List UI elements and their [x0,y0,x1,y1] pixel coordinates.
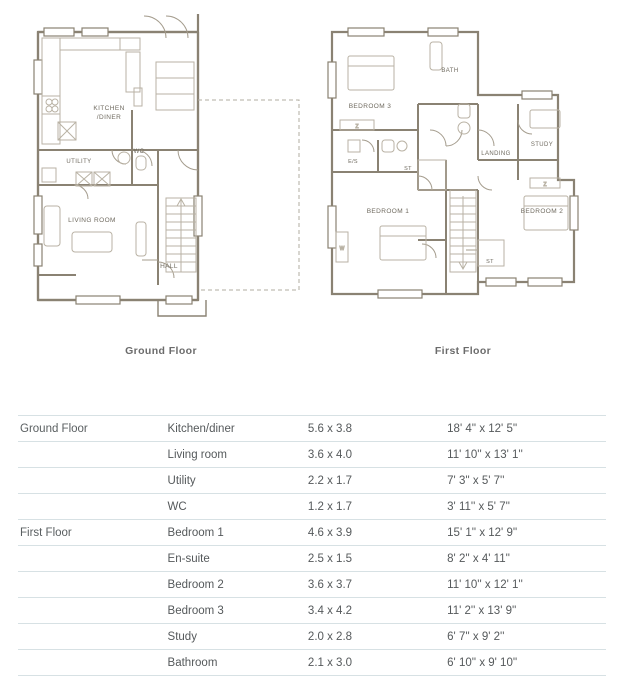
table-row [18,520,606,546]
ground-floor-svg [16,0,306,330]
room-imperial: 7' 3'' x 5' 7'' [447,468,606,494]
bedroom2-fixtures [524,178,568,230]
first-floor-svg [318,0,608,330]
room-name: Bathroom [168,650,308,676]
room-imperial: 15' 1'' x 12' 9'' [447,520,606,546]
label-z1: Z [355,124,359,130]
bathroom-fixtures [430,42,470,134]
room-metric: 2.1 x 3.0 [308,650,447,676]
label-living-room: LIVING ROOM [68,217,116,224]
room-metric: 3.6 x 4.0 [308,442,447,468]
staircase [166,198,196,272]
floor-label-blank [18,572,168,598]
room-name: Kitchen/diner [168,416,308,442]
ground-floor-plan [16,0,306,330]
room-metric: 3.4 x 4.2 [308,598,447,624]
table-row [18,598,606,624]
bedroom3-fixtures [340,56,394,130]
label-hall: HALL [160,263,178,270]
table-row [18,494,606,520]
floor-label-blank [18,442,168,468]
table-row [18,546,606,572]
room-metric: 5.6 x 3.8 [308,416,447,442]
room-metric: 2.5 x 1.5 [308,546,447,572]
living-room-fixtures [44,206,146,256]
kitchen-fixtures [42,38,194,144]
label-st2: ST [486,259,494,265]
table-row [18,468,606,494]
table-row [18,572,606,598]
room-schedule-table [18,415,606,676]
floor-label-blank [18,650,168,676]
utility-wc-fixtures [42,152,146,186]
label-utility: UTILITY [66,159,92,165]
label-diner: /DINER [96,114,122,121]
room-name: Utility [168,468,308,494]
floor-label-blank [18,546,168,572]
label-kitchen: KITCHEN [93,105,125,112]
table-row [18,442,606,468]
room-metric: 2.0 x 2.8 [308,624,447,650]
label-study: STUDY [530,142,554,148]
label-bath: BATH [441,68,459,74]
room-imperial: 11' 10'' x 12' 1'' [447,572,606,598]
label-st1: ST [404,166,412,172]
room-imperial: 3' 11'' x 5' 7'' [447,494,606,520]
floor-label-blank [18,624,168,650]
room-imperial: 18' 4'' x 12' 5'' [447,416,606,442]
room-metric: 1.2 x 1.7 [308,494,447,520]
label-ensuite: E/S [348,159,358,165]
table-row [18,416,606,442]
floor-label-blank [18,494,168,520]
label-wc: WC [133,149,145,155]
room-imperial: 8' 2'' x 4' 11'' [447,546,606,572]
label-bedroom2: BEDROOM 2 [520,208,564,215]
room-name: Bedroom 3 [168,598,308,624]
floor-label-ground: Ground Floor [18,416,168,442]
label-z2: Z [543,182,547,188]
room-imperial: 11' 10'' x 13' 1'' [447,442,606,468]
floor-label-first: First Floor [18,520,168,546]
bedroom1-fixtures [336,226,426,262]
label-bedroom1: BEDROOM 1 [366,208,410,215]
first-floor-plan [318,0,608,330]
floor-label-blank [18,468,168,494]
room-name: WC [168,494,308,520]
study-fixtures [530,110,560,128]
room-metric: 4.6 x 3.9 [308,520,447,546]
table-row [18,624,606,650]
room-metric: 3.6 x 3.7 [308,572,447,598]
label-bedroom3: BEDROOM 3 [348,103,392,110]
dashed-boundary [198,100,299,290]
room-name: Bedroom 1 [168,520,308,546]
room-name: Living room [168,442,308,468]
ground-floor-caption: Ground Floor [125,345,197,357]
room-imperial: 6' 10'' x 9' 10'' [447,650,606,676]
room-name: Study [168,624,308,650]
label-landing: LANDING [481,151,511,157]
staircase [450,190,476,272]
room-name: Bedroom 2 [168,572,308,598]
room-imperial: 11' 2'' x 13' 9'' [447,598,606,624]
first-floor-caption: First Floor [434,345,492,357]
label-w: W [339,246,345,252]
floor-label-blank [18,598,168,624]
room-imperial: 6' 7'' x 9' 2'' [447,624,606,650]
table-row [18,650,606,676]
storage-cupboards [418,160,504,266]
room-name: En-suite [168,546,308,572]
room-metric: 2.2 x 1.7 [308,468,447,494]
